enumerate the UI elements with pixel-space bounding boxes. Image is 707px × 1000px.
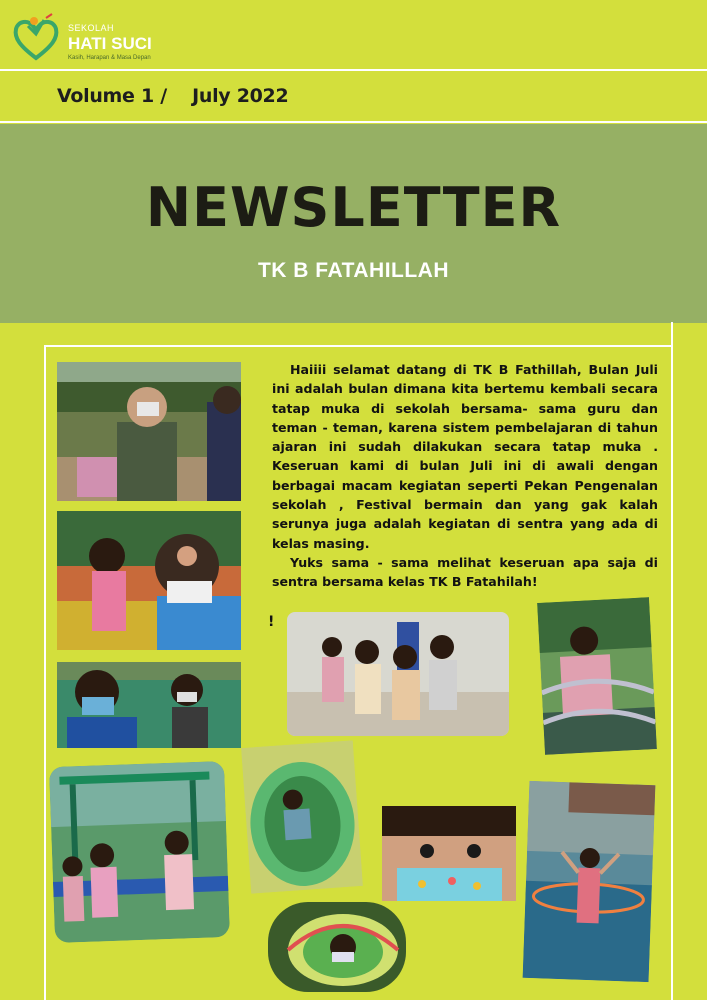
- frame-line-left: [44, 345, 46, 1000]
- photo-boys-masks: [57, 662, 241, 748]
- photo-children-heart-hands: [57, 511, 241, 650]
- article-paragraph-1: Haiiii selamat datang di TK B Fathillah, Bulan Juli ini adalah bulan dimana kita bertemu kembali secara tatap muka di sekolah bersama- sama guru dan teman - teman, karena sistem pembelajaran di tahun ajaran ini sudah dilakukan secara tatap muka . Keseruan kami di bulan Juli ini di awali dengan berbagai macam kegiatan seperti Pekan Pengenalan sekolah , Festival bermain dan yang gak kalah serunya juga adalah kegiatan di sentra yang ada di kelas masing.: [272, 362, 658, 551]
- photo-child-tunnel-crawl: [268, 902, 406, 992]
- title-banner: [0, 124, 707, 323]
- article-text: [272, 360, 658, 592]
- photo-child-tunnel: [241, 740, 363, 893]
- photo-children-corridor: [287, 612, 509, 736]
- photo-child-hula-hoop: [523, 781, 656, 982]
- logo-text-hati-suci: HATI SUCI: [68, 34, 152, 53]
- article-paragraph-2: Yuks sama - sama melihat keseruan apa saja di sentra bersama kelas TK B Fatahilah!: [272, 554, 658, 590]
- photo-children-seesaw: [49, 761, 230, 943]
- volume-date: Volume 1 / July 2022: [57, 85, 289, 107]
- header-divider-top: [0, 69, 707, 71]
- photo-child-closeup-eyes: [382, 806, 516, 901]
- logo-tagline: Kasih, Harapan & Masa Depan: [68, 55, 151, 61]
- photo-child-playground-bars: [537, 597, 657, 755]
- frame-line-top: [44, 345, 673, 347]
- heart-logo-icon: [10, 12, 62, 64]
- school-logo: [10, 10, 170, 66]
- header-divider-bottom: [0, 121, 707, 123]
- class-subtitle: TK B FATAHILLAH: [257, 259, 450, 282]
- exclamation-mark: !: [268, 614, 275, 630]
- photo-child-mask-garden: [57, 362, 241, 501]
- frame-line-right: [671, 322, 673, 1000]
- logo-text-sekolah: SEKOLAH: [68, 23, 115, 33]
- newsletter-title: NEWSLETTER: [145, 176, 562, 239]
